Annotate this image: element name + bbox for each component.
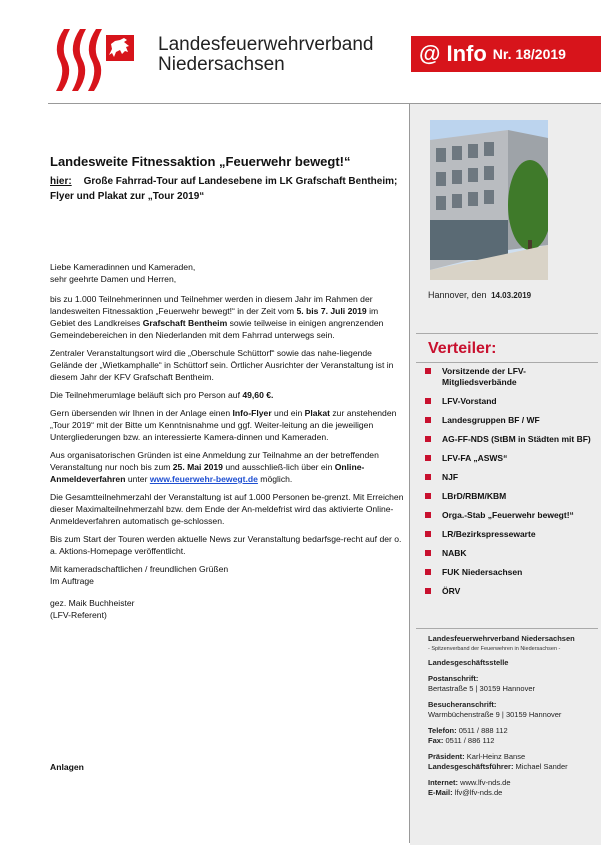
fee-amount: 49,60 €. <box>242 390 274 400</box>
distribution-item: ÖRV <box>418 586 598 597</box>
text-run: zur anstehenden „Tour 2019“ mit der Bitte um Kenntnisnahme und ggf. Weiter-leitung an die jeweiligen Untergliederungen bzw. an interessierte Kamera-dinnen und Kameraden. <box>50 408 397 442</box>
paragraph-7: Bis zum Start der Touren werden aktuelle News zur Veranstaltung bedarfsge-recht auf der o. a. Aktions-Homepage veröffentlicht. <box>50 534 402 556</box>
distribution-item: Landesgruppen BF / WF <box>418 415 598 426</box>
closing <box>50 563 405 587</box>
info-label: Info <box>446 41 487 66</box>
sidebar-divider <box>416 362 598 363</box>
closing-line2: Im Auftrage <box>50 576 94 586</box>
date-label: Hannover, den <box>428 290 487 300</box>
paragraph-3 <box>50 389 405 401</box>
distribution-item: Vorsitzende der LFV-Mitgliedsverbände <box>418 366 598 388</box>
date-value: 14.03.2019 <box>491 291 532 300</box>
footer-president-label: Präsident: <box>428 752 465 761</box>
verteiler-title: Verteiler: <box>428 340 497 357</box>
event-dates: 5. bis 7. Juli 2019 <box>296 306 367 316</box>
poster-mention: Plakat <box>304 408 330 418</box>
sidebar-divider <box>416 628 598 629</box>
text-run: Die Teilnehmerumlage beläuft sich pro Person auf <box>50 390 243 400</box>
text-run: und ein <box>271 408 305 418</box>
distribution-item: FUK Niedersachsen <box>418 567 598 578</box>
footer-visitor: Warmbüchenstraße 9 | 30159 Hannover <box>428 710 562 719</box>
footer-tel-label: Telefon: <box>428 726 457 735</box>
footer-postal: Bertastraße 5 | 30159 Hannover <box>428 684 536 693</box>
text-run: Gern übersenden wir Ihnen in der Anlage einen <box>50 408 233 418</box>
text-run: sowie teilweise in einigen angrenzenden Gemeindebereichen in den Niederlanden mit dem Fahrrad unterwegs sein. <box>50 318 384 340</box>
signature-name: gez. Maik Buchheister <box>50 598 135 608</box>
header-divider <box>48 103 409 104</box>
distribution-item: NABK <box>418 548 598 559</box>
distribution-list <box>418 366 598 605</box>
footer-office: Landesgeschäftsstelle <box>428 658 509 667</box>
footer-tel: 0511 / 888 112 <box>458 726 508 735</box>
letter-subtitle <box>50 174 405 204</box>
signature-role: (LFV-Referent) <box>50 610 107 620</box>
sidebar-divider <box>416 333 598 334</box>
lfv-logo <box>50 25 135 95</box>
column-divider <box>409 103 410 843</box>
event-region: Grafschaft Bentheim <box>142 318 228 328</box>
flyer-mention: Info-Flyer <box>232 408 272 418</box>
footer-director-label: Landesgeschäftsführer: <box>428 762 514 771</box>
subtitle-line1: Große Fahrrad-Tour auf Landesebene im LK Grafschaft Bentheim; <box>83 176 398 187</box>
greeting-line2: sehr geehrte Damen und Herren, <box>50 274 177 284</box>
text-run: möglich. <box>257 474 293 484</box>
info-number: Nr. 18/2019 <box>492 46 566 62</box>
footer-org: Landesfeuerwehrverband Niedersachsen <box>428 634 575 643</box>
footer-president: Karl-Heinz Banse <box>466 752 526 761</box>
registration-link[interactable]: www.feuerwehr-bewegt.de <box>149 474 258 484</box>
deadline-date: 25. Mai 2019 <box>172 462 223 472</box>
text-run: und ausschließ-lich über ein <box>222 462 335 472</box>
footer-email-label: E-Mail: <box>428 788 453 797</box>
distribution-item: LFV-FA „ASWS“ <box>418 453 598 464</box>
footer-postal-label: Postanschrift: <box>428 674 479 683</box>
paragraph-4 <box>50 407 405 443</box>
date-line <box>428 290 531 300</box>
footer-internet-label: Internet: <box>428 778 458 787</box>
paragraph-5 <box>50 449 405 485</box>
hier-label: hier: <box>50 176 72 187</box>
footer-visitor-label: Besucheranschrift: <box>428 700 497 709</box>
header-divider-right <box>410 103 601 104</box>
text-run: bis zu 1.000 Teilnehmerinnen und Teilnehmer werden in diesem Jahr im Rahmen der landesweiten Fitnessaktion „Feuerwehr bewegt!“ in der Zeit vom <box>50 294 373 316</box>
closing-line1: Mit kameradschaftlichen / freundlichen Grüßen <box>50 564 229 574</box>
paragraph-6: Die Gesamtteilnehmerzahl der Veranstaltung ist auf 1.000 Personen be-grenzt. Mit Erreichen dieser Maximalteilnehmerzahl bzw. dem Ende der An-meldefrist wird das aktivierte Online-Anmeldeverfahren automatisch ge-schlossen. <box>50 492 404 526</box>
online-registration: Online-Anmeldeverfahren <box>50 462 365 484</box>
org-name <box>158 35 374 75</box>
attachments-label: Anlagen <box>50 762 84 772</box>
paragraph-1 <box>50 293 405 341</box>
text-run: Aus organisatorischen Gründen ist eine Anmeldung zur Teilnahme an der betreffenden Veranstaltung nur noch bis zum <box>50 450 379 472</box>
distribution-item: LR/Bezirkspressewarte <box>418 529 598 540</box>
info-badge <box>411 36 601 72</box>
distribution-item: LFV-Vorstand <box>418 396 598 407</box>
text-run: unter <box>125 474 150 484</box>
org-name-line2: Niedersachsen <box>158 54 285 75</box>
letter-body <box>50 261 405 627</box>
footer-director: Michael Sander <box>515 762 568 771</box>
distribution-item: NJF <box>418 472 598 483</box>
distribution-item: AG-FF-NDS (StBM in Städten mit BF) <box>418 434 598 445</box>
letter-title: Landesweite Fitnessaktion „Feuerwehr bewegt!“ <box>50 154 351 169</box>
text-run: im Gebiet des Landkreises <box>50 306 379 328</box>
footer-org-sub: - Spitzenverband der Feuerwehren in Niedersachsen - <box>428 646 561 652</box>
distribution-item: LBrD/RBM/KBM <box>418 491 598 502</box>
subtitle-line2: Flyer und Plakat zur „Tour 2019“ <box>50 191 205 202</box>
footer-fax-label: Fax: <box>428 736 444 745</box>
paragraph-2: Zentraler Veranstaltungsort wird die „Oberschule Schüttorf“ sowie das nahe-liegende Gelände der „Wietkamphalle“ in Schüttorf sein. Örtlicher Ausrichter der Veranstaltung ist in diesem Jahr der KFV Grafschaft Bentheim. <box>50 348 394 382</box>
signature <box>50 597 405 621</box>
footer-fax: 0511 / 886 112 <box>445 736 495 745</box>
footer-email-link[interactable]: lfv@lfv-nds.de <box>454 788 503 797</box>
at-icon: @ <box>419 41 441 66</box>
greeting-line1: Liebe Kameradinnen und Kameraden, <box>50 262 196 272</box>
distribution-item: Orga.-Stab „Feuerwehr bewegt!“ <box>418 510 598 521</box>
footer-internet-link[interactable]: www.lfv-nds.de <box>460 778 511 787</box>
org-name-line1: Landesfeuerwehrverband <box>158 34 374 55</box>
building-photo <box>430 120 548 280</box>
contact-footer <box>428 634 598 798</box>
